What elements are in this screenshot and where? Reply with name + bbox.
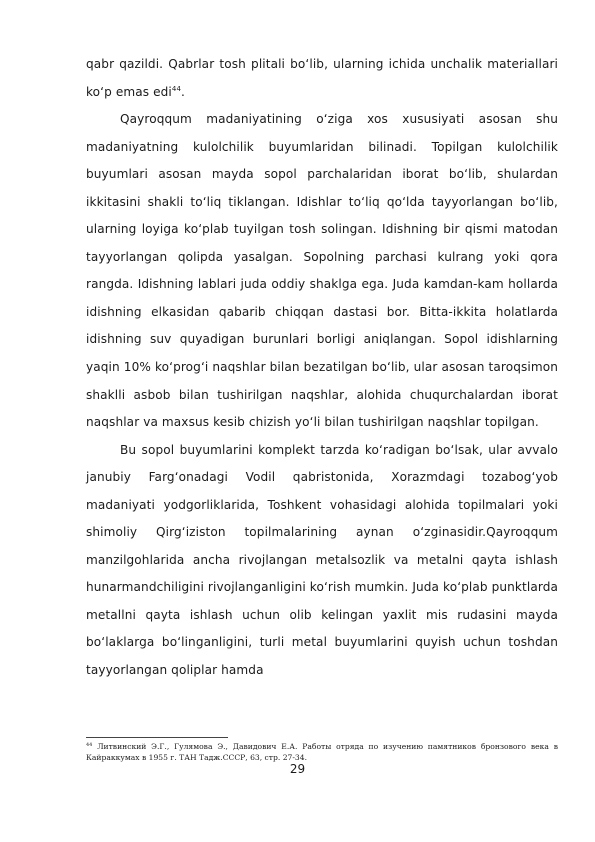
paragraph-1-end: . — [181, 84, 185, 99]
footnote-reference[interactable]: 44 — [171, 84, 182, 93]
footnote-number: 44 — [86, 742, 93, 748]
paragraph-1-text: qabr qazildi. Qabrlar tosh plitali bo‘lib, ularning ichida unchalik materiallari ko‘p emas edi — [86, 57, 558, 99]
footnote-text: Литвинский Э.Г., Гулямова Э., Давидович Е.А. Работы отряда по изучению памятников бронзового века в Кайраккумах в 1955 г. ТАН Тадж.СССР, 63, стр. 27-34. — [86, 742, 558, 762]
page-number: 29 — [289, 762, 306, 776]
body-text — [86, 51, 558, 685]
footnote — [86, 741, 558, 763]
paragraph-1 — [86, 51, 558, 106]
paragraph-2: Qayroqqum madaniyatining o‘ziga xos xususiyati asosan shu madaniyatning kulolchilik buyumlaridan bilinadi. Topilgan kulolchilik buyumlari asosan mayda sopol parchalaridan iborat bo‘lib, shulardan ikkitasini shakli to‘liq tiklangan. Idishlar to‘liq qo‘lda tayyorlangan bo‘lib, ularning loyiga ko‘plab tuyilgan tosh solingan. Idishning bir qismi matodan tayyorlangan qolipda yasalgan. Sopolning parchasi kulrang yoki qora rangda. Idishning lablari juda oddiy shaklga ega. Juda kamdan-kam hollarda idishning elkasidan qabarib chiqqan dastasi bor. Bitta-ikkita holatlarda idishning suv quyadigan burunlari borligi aniqlangan. Sopol idishlarning yaqin 10% ko‘prog‘i naqshlar bilan bezatilgan bo‘lib, ular asosan taroqsimon shaklli asbob bilan tushirilgan naqshlar, alohida chuqurchalardan iborat naqshlar va maxsus kesib chizish yo‘li bilan tushirilgan naqshlar topilgan. — [86, 112, 558, 430]
paragraph-3: Bu sopol buyumlarini komplekt tarzda ko‘radigan bo‘lsak, ular avvalo janubiy Farg‘onadagi Vodil qabristonida, Xorazmdagi tozabog‘yob madaniyati yodgorliklarida, Toshkent vohasidagi alohida topilmalari yoki shimoliy Qirg‘iziston topilmalarining aynan o‘zginasidir.Qayroqqum manzilgohlarida ancha rivojlangan metalsozlik va metalni qayta ishlash hunarmandchiligini rivojlanganligini ko‘rish mumkin. Juda ko‘plab punktlarda metallni qayta ishlash uchun olib kelingan yaxlit mis rudasini mayda bo‘laklarga bo‘linganligini, turli metal buyumlarini quyish uchun toshdan tayyorlangan qoliplar hamda — [86, 442, 558, 678]
footnote-separator — [86, 737, 228, 738]
